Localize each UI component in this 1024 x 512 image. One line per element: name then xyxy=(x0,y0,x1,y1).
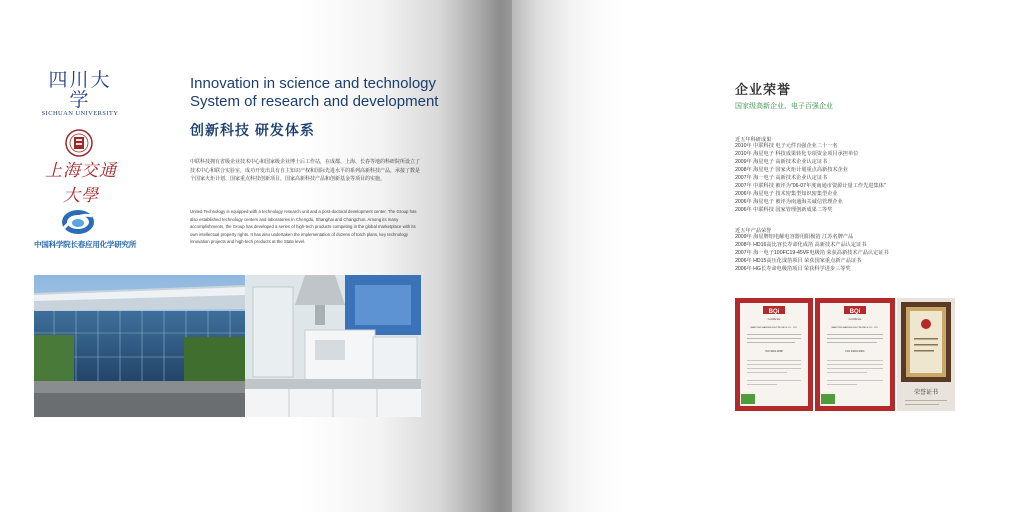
certificate-iso14001 xyxy=(815,298,895,411)
cn-body-text: 中联科技拥有省级企业技术中心和国家级企业博士后工作站，在成都、上海、长春等地的科研院所设立了技术中心和联合实验室，成功开发出具有自主知识产权和国际先进水平的系列高新科技产品，承接了数是个国家火炬计划、国家重点科技创新项目，国家高新科技产品和创新基金等项目的实施。 xyxy=(190,159,421,183)
sichuan-university-logo xyxy=(40,70,120,117)
list-item: 2007年 海一电子 高新技术企业认定证书 xyxy=(735,174,828,181)
list-item: 2006年 中联科技 国家管理创新成果二等奖 xyxy=(735,206,833,213)
cert-brand: BQi xyxy=(768,309,780,315)
products-heading: 近五年产品荣誉 xyxy=(735,228,772,234)
en-body-text: United Technology is equipped with a technology research unit and a post-doctoral development center. The Group has also established technology centers and laboratories in Chengdu, Shanghai and Changchun. Among its many accomplishments, the Group has developed a series of high-tech products competing in the global marketplace with its own intellectual property rights. It has also undertaken the implementation of dozens of torch plans, key technology innovation projects and high-tech products at the State level. xyxy=(190,209,417,244)
list-item: 2010年 海星电子 科技成果转化专项资金项目承担单位 xyxy=(735,150,859,157)
cert-title: Certificate xyxy=(767,317,781,321)
cert-number: ISO 14001:2004 xyxy=(845,350,865,353)
list-item: 2009年 海星牌铝电解电容器用阳极箔 江苏名牌产品 xyxy=(735,234,854,240)
honors-subtitle: 国家级高新企业、电子百强企业 xyxy=(735,103,833,110)
cn-section-title: 创新科技 研发体系 xyxy=(190,122,315,138)
list-item: 2007年 海一电子100FC19-45VF电极箔 荣获高新技术产品认定证书 xyxy=(735,249,889,256)
headline-line-1: Innovation in science and technology xyxy=(190,75,437,92)
research-list xyxy=(735,143,886,215)
list-item: 2006年 海星电子 技术密集型知识密集型企业 xyxy=(735,190,838,197)
certificate-honor xyxy=(897,298,955,411)
list-item: 2009年 海星电子 高新技术企业认定证书 xyxy=(735,158,828,165)
cert-number: ISO 9001:2008 xyxy=(765,350,783,353)
products-list xyxy=(735,234,889,274)
cas-logo-text: 中国科学院长春应用化学研究所 xyxy=(34,240,137,249)
sichuan-logo-english: SICHUAN UNIVERSITY xyxy=(41,110,119,117)
list-item: 2006年 海星电子 被评为南通海关诚信管理企业 xyxy=(735,198,843,205)
list-item: 2008年 HD16高比容长寿命化成箔 高新技术产品认定证书 xyxy=(735,241,867,248)
building-photo xyxy=(34,275,245,417)
research-heading: 近五年科研成果 xyxy=(735,137,772,143)
list-item: 2007年 中联科技 被评为"06-07年度南通市资源计量工作先进集体" xyxy=(735,182,886,189)
cert-title: 荣誉证书 xyxy=(913,389,939,396)
cert-title: Certificate xyxy=(848,317,862,321)
cert-company: NANTONG HAIXING ELECTRONICS CO., LTD. xyxy=(831,327,879,329)
headline xyxy=(190,75,490,111)
cert-company: NANTONG HAIXING ELECTRONICS CO., LTD. xyxy=(750,327,798,329)
laboratory-photo xyxy=(245,275,421,417)
list-item: 2006年 HG长寿命电极箔项目 荣获科学进步三等奖 xyxy=(735,265,851,272)
list-item: 2008年 海星电子 国家火炬计划重点高新技术企业 xyxy=(735,166,848,173)
sjtu-logo-script: 上海交通大學 xyxy=(45,161,117,206)
cas-emblem-icon xyxy=(60,208,96,236)
list-item: 2006年 HD15高压化成箔项目 荣获国家重点新产品证书 xyxy=(735,257,862,264)
sjtu-logo xyxy=(38,156,124,206)
sichuan-logo-script: 四川大学 xyxy=(48,69,112,111)
sjtu-emblem-icon xyxy=(62,128,96,158)
certificate-iso9001 xyxy=(735,298,813,411)
honors-title: 企业荣誉 xyxy=(735,82,792,97)
headline-line-2: System of research and development xyxy=(190,93,439,110)
cas-logo xyxy=(34,239,137,250)
list-item: 2010年 中联科技 电子元件百强企业二十一名 xyxy=(735,143,838,149)
cert-brand: BQi xyxy=(849,309,861,315)
